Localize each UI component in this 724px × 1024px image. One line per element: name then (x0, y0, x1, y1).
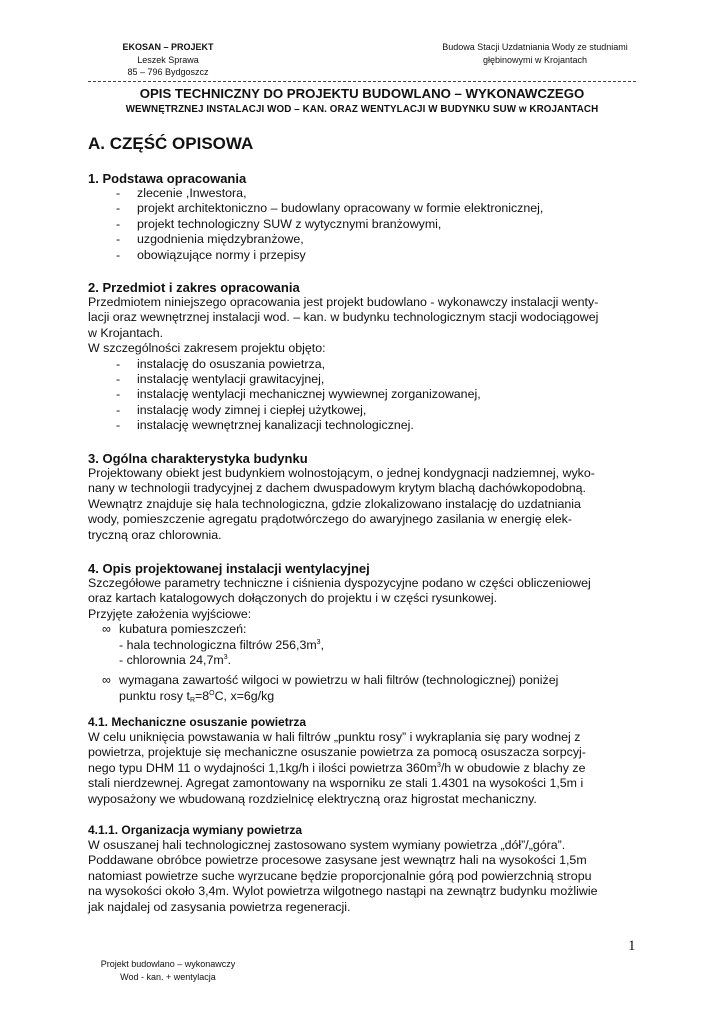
paragraph-line: lacji oraz wewnętrznej instalacji wod. – kan. w budynku technologicznym stacji wodociągowej (88, 310, 599, 325)
list-item: - uzgodnienia międzybranżowe, (88, 232, 640, 247)
part-a-heading: A. CZĘŚĆ OPISOWA (88, 134, 254, 153)
paragraph-line: powietrza, projektuje się mechaniczne osuszanie powietrza za pomocą osuszacza sorpcyj- (88, 745, 586, 760)
project-name-line1: Budowa Stacji Uzdatniania Wody ze studniami (442, 42, 628, 52)
paragraph-line: nany w technologii tradycyjnej z dachem dwuspadowym krytym blachą dachówkopodobną. (88, 481, 586, 496)
section-4-1-body (88, 730, 640, 807)
paragraph-line: na wysokości około 3,4m. Wylot powietrza wilgotnego nastąpi na zewnątrz budynku możliwie (88, 884, 598, 899)
company-address: 85 – 796 Bydgoszcz (127, 67, 209, 77)
paragraph-line: Przedmiotem niniejszego opracowania jest projekt budowlano - wykonawczy instalacji wenty- (88, 295, 599, 309)
assumption-item: ∞ wymagana zawartość wilgoci w powietrzu w hali filtrów (technologicznej) poniżej punktu rosy $t_R=8^OC$, x=6g/kg (102, 673, 559, 704)
list-item: - projekt architektoniczno – budowlany opracowany w formie elektronicznej, (88, 201, 640, 216)
section-3-heading: 3. Ogólna charakterystyka budynku (88, 451, 308, 466)
author-name: Leszek Sprawa (137, 54, 199, 65)
infinity-bullet-icon: ∞ (102, 622, 111, 637)
paragraph-line: wody, pomieszczenie agregatu prądotwórczego do awaryjnego zasilania w energię elek- (88, 512, 572, 527)
paragraph-line: Szczegółowe parametry techniczne i ciśnienia dyspozycyjne podano w części obliczeniowej (88, 576, 591, 590)
section-3-body (88, 466, 640, 543)
footer-line1: Projekt budowlano – wykonawczy (100, 959, 236, 969)
paragraph-line: W szczególności zakresem projektu objęto: (88, 341, 326, 356)
section-1-heading: 1. Podstawa opracowania (88, 171, 247, 186)
page-number: 1 (628, 938, 636, 954)
list-item: - instalację do osuszania powietrza, (88, 357, 640, 372)
list-item: - obowiązujące normy i przepisy (88, 248, 640, 263)
paragraph-line: oraz kartach katalogowych dołączonych do projektu i w części rysunkowej. (88, 591, 498, 606)
paragraph-line: Wewnątrz znajduje się hala technologiczna, gdzie zlokalizowano instalację do uzdatniania (88, 496, 581, 511)
paragraph-line: Przyjęte założenia wyjściowe: (88, 606, 252, 621)
header-divider (88, 81, 636, 82)
header-company-block (88, 41, 248, 79)
paragraph-line: w Krojantach. (88, 325, 164, 340)
company-name: EKOSAN – PROJEKT (122, 42, 214, 52)
list-item: - zlecenie ,Inwestora, (88, 186, 640, 201)
list-item: - instalację wentylacji mechanicznej wywiewnej zorganizowanej, (88, 387, 640, 402)
footer-line2: Wod - kan. + wentylacja (120, 972, 216, 982)
section-4-heading: 4. Opis projektowanej instalacji wentylacyjnej (88, 561, 370, 576)
list-item: - instalację wody zimnej i ciepłej użytkowej, (88, 403, 640, 418)
section-4-body (88, 576, 640, 704)
footer-block (88, 958, 248, 984)
project-name-line2: głębinowymi w Krojantach (482, 54, 588, 65)
list-item: - instalację wewnętrznej kanalizacji technologicznej. (88, 418, 640, 433)
paragraph-line: wyposażony we wbudowaną rozdzielnicę elektryczną oraz higrostat mechaniczny. (88, 791, 537, 806)
list-item: - instalację wentylacji grawitacyjnej, (88, 372, 640, 387)
section-1-list (88, 186, 640, 263)
section-4-1-1-heading: 4.1.1. Organizacja wymiany powietrza (88, 823, 303, 837)
section-4-1-heading: 4.1. Mechaniczne osuszanie powietrza (88, 715, 307, 729)
section-2-body (88, 295, 640, 434)
section-2-heading: 2. Przedmiot i zakres opracowania (88, 280, 300, 295)
volume-chlorination: - chlorownia $24,7m^3$. (119, 653, 232, 668)
paragraph-line: Projektowany obiekt jest budynkiem wolnostojącym, o jednej kondygnacji nadziemnej, wyko- (88, 466, 595, 480)
section-4-1-1-body (88, 838, 640, 915)
paragraph-line: stali nierdzewnej. Agregat zamontowany na wsporniku ze stali 1.4301 na wysokości 1,5m i (88, 776, 584, 791)
volume-hall: - hala technologiczna filtrów $256,3m^3$, (119, 637, 325, 652)
header-project-block (430, 41, 640, 66)
paragraph-line: Poddawane obróbce powietrze procesowe zasysane jest wewnątrz hali na wysokości 1,5m (88, 853, 587, 868)
infinity-bullet-icon: ∞ (102, 673, 111, 688)
paragraph-line: W osuszanej hali technologicznej zastosowano system wymiany powietrza „dół”/„góra”. (88, 838, 566, 852)
paragraph-line: jak najdalej od zasysania powietrza regeneracji. (88, 899, 351, 914)
paragraph-line: W celu uniknięcia powstawania w hali filtrów „punktu rosy” i wykraplania się pary wodnej z (88, 730, 581, 744)
paragraph-line: tryczną oraz chlorownia. (88, 527, 222, 542)
assumption-item: ∞ kubatura pomieszczeń: (102, 622, 247, 637)
document-subtitle: WEWNĘTRZNEJ INSTALACJI WOD – KAN. ORAZ WENTYLACJI W BUDYNKU SUW w KROJANTACH (125, 104, 599, 115)
document-title: OPIS TECHNICZNY DO PROJEKTU BUDOWLANO – WYKONAWCZEGO (139, 86, 585, 101)
paragraph-line: nego typu DHM 11 o wydajności 1,1kg/h i ilości powietrza $360m^3/h$ w obudowie z blachy ze (88, 760, 586, 775)
paragraph-line: natomiast powietrze suche wyrzucane będzie proporcjonalnie górą pod powierzchnią stropu (88, 868, 592, 883)
list-item: - projekt technologiczny SUW z wytycznymi branżowymi, (88, 217, 640, 232)
